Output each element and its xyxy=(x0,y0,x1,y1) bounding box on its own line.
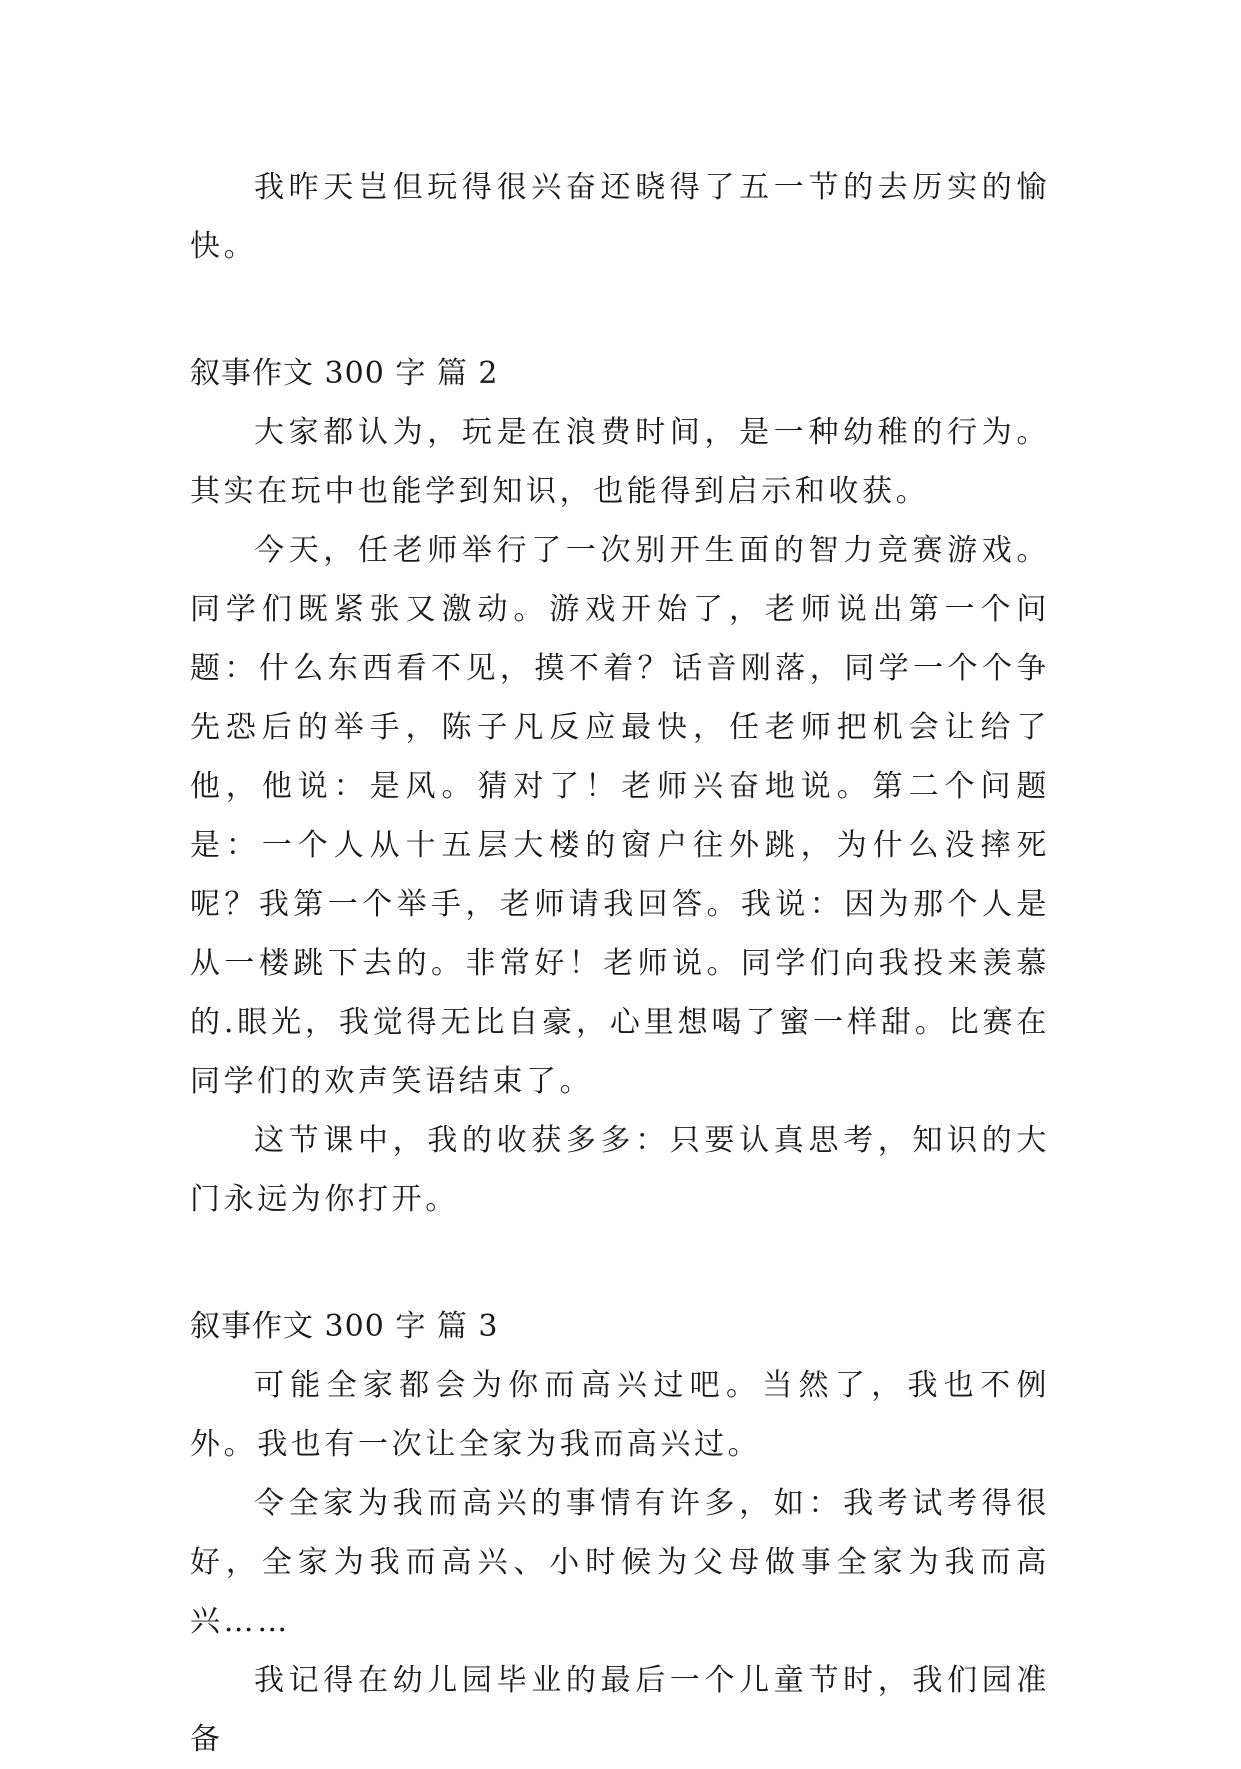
document-body xyxy=(190,158,1050,1769)
section-heading: 叙事作文 300 字 篇 2 xyxy=(190,356,499,391)
section-2 xyxy=(190,344,1050,1229)
paragraph: 我昨天岂但玩得很兴奋还晓得了五一节的去历实的愉快。 xyxy=(190,170,1050,264)
paragraph: 我记得在幼儿园毕业的最后一个儿童节时，我们园准备 xyxy=(190,1663,1050,1757)
intro-section xyxy=(190,158,1050,276)
section-heading: 叙事作文 300 字 篇 3 xyxy=(190,1309,499,1344)
paragraph: 这节课中，我的收获多多：只要认真思考，知识的大门永远为你打开。 xyxy=(190,1123,1050,1217)
section-3 xyxy=(190,1297,1050,1769)
paragraph: 可能全家都会为你而高兴过吧。当然了，我也不例外。我也有一次让全家为我而高兴过。 xyxy=(190,1368,1050,1462)
paragraph: 令全家为我而高兴的事情有许多，如：我考试考得很好，全家为我而高兴、小时候为父母做事全家为我而高兴…… xyxy=(190,1486,1050,1639)
paragraph: 大家都认为，玩是在浪费时间，是一种幼稚的行为。其实在玩中也能学到知识，也能得到启示和收获。 xyxy=(190,415,1050,509)
paragraph: 今天，任老师举行了一次别开生面的智力竞赛游戏。同学们既紧张又激动。游戏开始了，老师说出第一个问题：什么东西看不见，摸不着？话音刚落，同学一个个争先恐后的举手，陈子凡反应最快，任老师把机会让给了他，他说：是风。猜对了！老师兴奋地说。第二个问题是：一个人从十五层大楼的窗户往外跳，为什么没摔死呢？我第一个举手，老师请我回答。我说：因为那个人是从一楼跳下去的。非常好！老师说。同学们向我投来羡慕的.眼光，我觉得无比自豪，心里想喝了蜜一样甜。比赛在同学们的欢声笑语结束了。 xyxy=(190,533,1050,1099)
section-spacer xyxy=(190,1229,1050,1297)
section-spacer xyxy=(190,276,1050,344)
